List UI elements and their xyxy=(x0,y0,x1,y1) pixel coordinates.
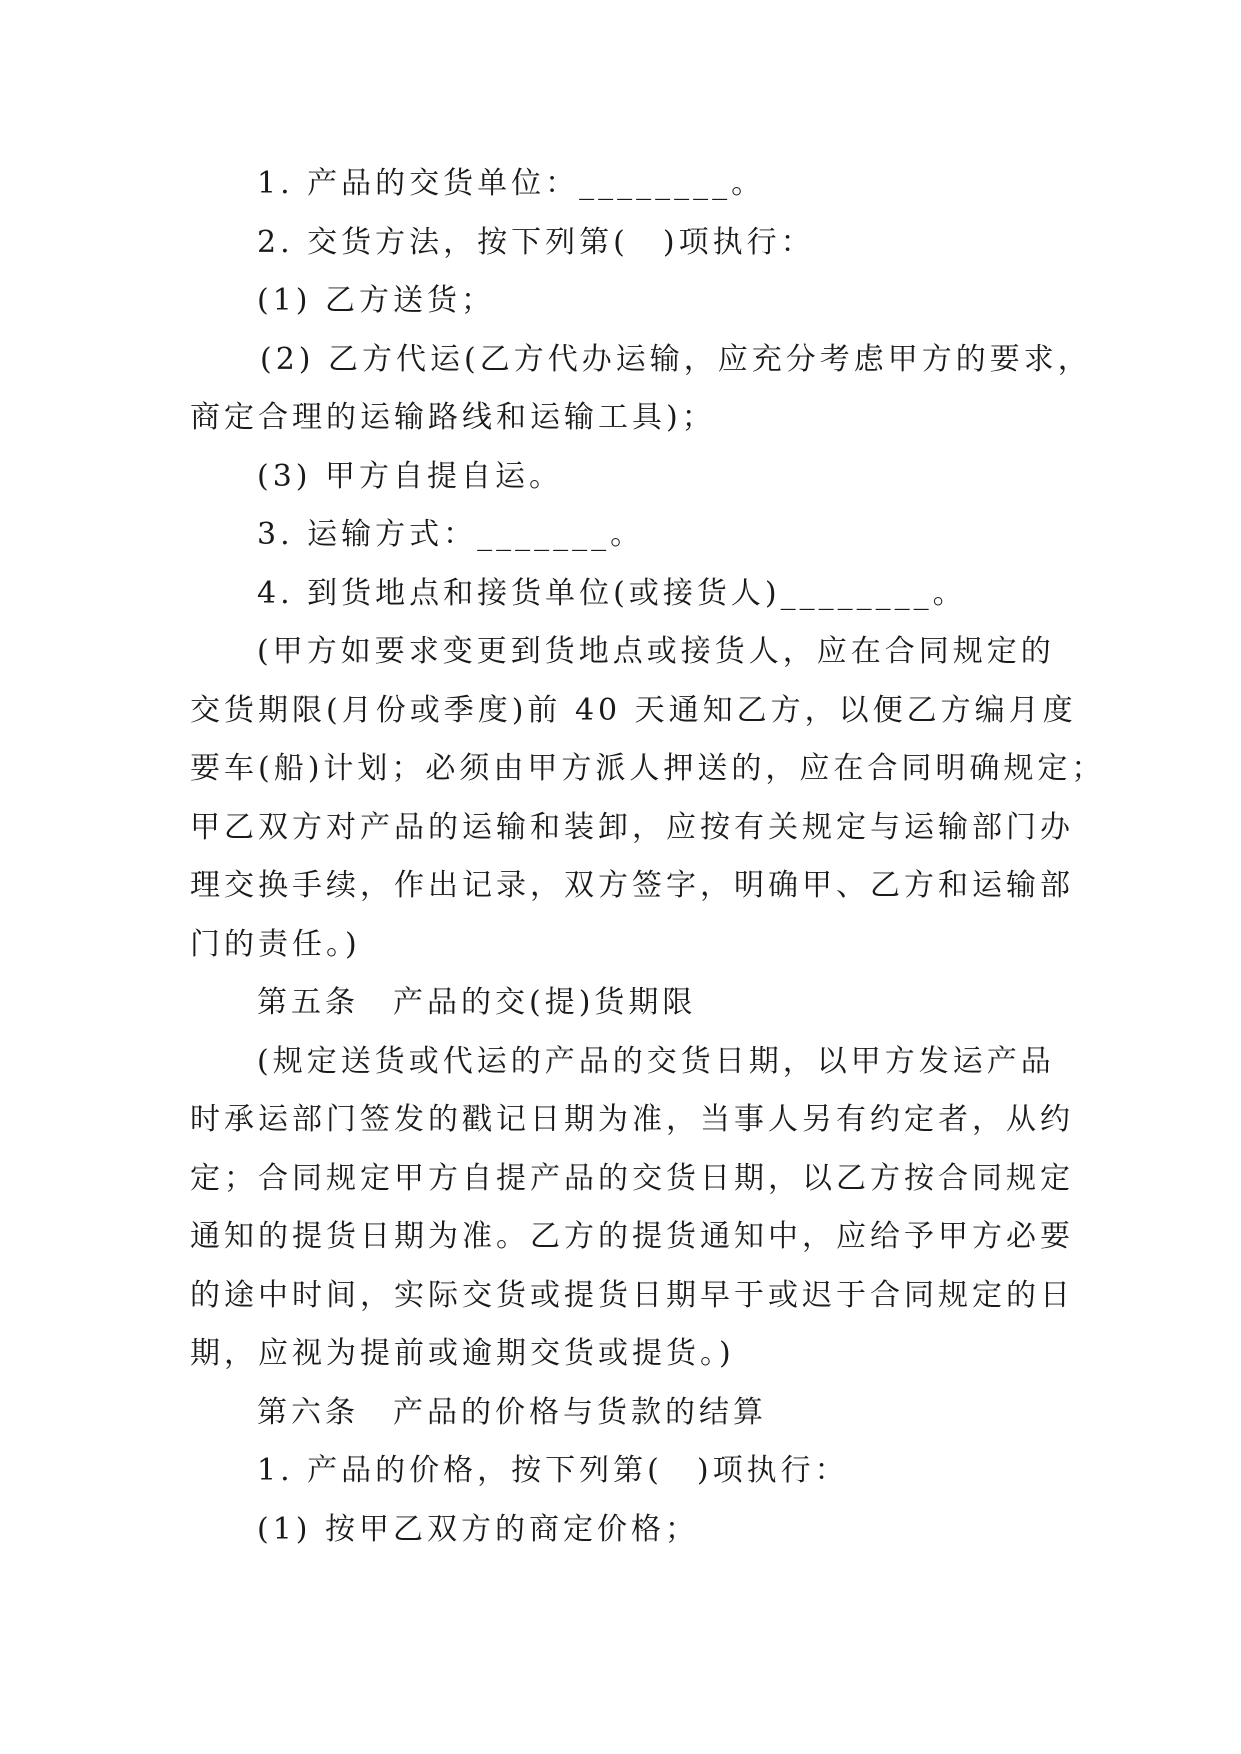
text-line: 门的责任。) xyxy=(190,926,361,962)
text-line: 的途中时间，实际交货或提货日期早于或迟于合同规定的日 xyxy=(190,1277,1074,1313)
text-line: 理交换手续，作出记录，双方签字，明确甲、乙方和运输部 xyxy=(190,868,1074,903)
text-line: (3) 甲方自提自运。 xyxy=(257,458,564,494)
text-line: 1. 产品的交货单位：________。 xyxy=(257,166,766,201)
text-line: 时承运部门签发的戳记日期为准，当事人另有约定者，从约 xyxy=(190,1102,1074,1137)
document-body xyxy=(190,155,1106,1559)
text-line: 1. 产品的价格，按下列第( )项执行： xyxy=(257,1453,849,1488)
text-line: 甲乙双方对产品的运输和装卸，应按有关规定与运输部门办 xyxy=(190,809,1074,845)
text-line: 商定合理的运输路线和运输工具)； xyxy=(190,400,716,435)
text-line: 4. 到货地点和接货单位(或接货人)________。 xyxy=(257,575,967,611)
text-line: 交货期限(月份或季度)前 40 天通知乙方，以便乙方编月度 xyxy=(190,692,1077,728)
text-line: 3. 运输方式：_______。 xyxy=(257,517,645,552)
text-line: 通知的提货日期为准。乙方的提货通知中，应给予甲方必要 xyxy=(190,1219,1074,1254)
text-line: (1) 按甲乙双方的商定价格； xyxy=(257,1511,700,1547)
text-line: (甲方如要求变更到货地点或接货人，应在合同规定的 xyxy=(257,634,1055,669)
text-line: 定；合同规定甲方自提产品的交货日期，以乙方按合同规定 xyxy=(190,1160,1074,1196)
text-line: (2) 乙方代运(乙方代办运输，应充分考虑甲方的要求， xyxy=(260,341,1092,377)
text-line: 要车(船)计划；必须由甲方派人押送的，应在合同明确规定； xyxy=(190,751,1106,786)
text-line: (规定送货或代运的产品的交货日期，以甲方发运产品 xyxy=(257,1043,1055,1079)
article-heading: 第六条 产品的价格与货款的结算 xyxy=(257,1394,767,1430)
text-line: 期，应视为提前或逾期交货或提货。) xyxy=(190,1336,735,1371)
text-line: 2. 交货方法，按下列第( )项执行： xyxy=(257,224,815,260)
text-line: (1) 乙方送货； xyxy=(257,283,496,318)
article-heading: 第五条 产品的交(提)货期限 xyxy=(257,985,697,1020)
